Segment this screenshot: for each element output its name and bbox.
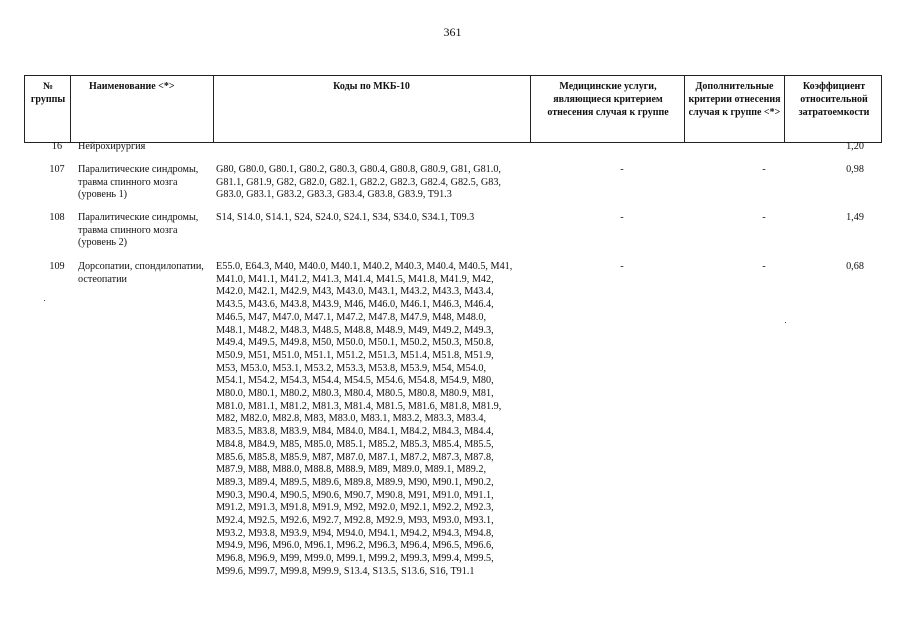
profile-coefficient: 1,20	[846, 141, 864, 152]
scan-speck	[785, 322, 786, 323]
column-divider	[784, 76, 785, 142]
row-services: -	[620, 212, 624, 223]
row-number: 109	[49, 261, 65, 272]
page-number: 361	[443, 25, 462, 39]
header-group-number: № группы	[30, 81, 66, 105]
row-name: Паралитические синдромы, травма спинного мозга (уровень 2)	[78, 212, 199, 249]
header-additional-criteria: Дополнительные критерии отнесения случая к группе <*>	[688, 81, 781, 118]
row-coefficient: 1,49	[846, 212, 864, 223]
row-services: -	[620, 261, 624, 272]
row-name: Дорсопатии, спондилопатии, остеопатии	[78, 261, 204, 285]
row-criteria: -	[762, 212, 766, 223]
header-name: Наименование <*>	[89, 81, 175, 92]
row-number: 108	[49, 212, 65, 223]
row-coefficient: 0,98	[846, 164, 864, 175]
column-divider	[213, 76, 214, 142]
row-icd-codes: E55.0, E64.3, M40, M40.0, M40.1, M40.2, M40.3, M40.4, M40.5, M41, M41.0, M41.1, M41.2, M41.3, M41.4, M41.5, M41.8, M41.9, M42, M42.0, M42.1, M42.9, M43, M43.0, M43.1, M43.2, M43.3, M43.4, M43.5, M43.6, M43.8, M43.9, M46, M46.0, M46.1, M46.3, M46.4, M46.5, M47, M47.0, M47.1, M47.2, M47.8, M47.9, M48, M48.0, M48.1, M48.2, M48.3, M48.5, M48.8, M48.9, M49, M49.2, M49.3, M49.4, M49.5, M49.8, M50, M50.0, M50.1, M50.2, M50.3, M50.8, M50.9, M51, M51.0, M51.1, M51.2, M51.3, M51.4, M51.8, M51.9, M53, M53.0, M53.1, M53.2, M53.3, M53.8, M53.9, M54, M54.0, M54.1, M54.2, M54.3, M54.4, M54.5, M54.6, M54.8, M54.9, M80, M80.0, M80.1, M80.2, M80.3, M80.4, M80.5, M80.8, M80.9, M81, M81.0, M81.1, M81.2, M81.3, M81.4, M81.5, M81.6, M81.8, M81.9, M82, M82.0, M82.8, M83, M83.0, M83.1, M83.2, M83.3, M83.4, M83.5, M83.8, M83.9, M84, M84.0, M84.1, M84.2, M84.3, M84.4, M84.8, M84.9, M85, M85.0, M85.1, M85.2, M85.3, M85.4, M85.5, M85.6, M85.8, M85.9, M87, M87.0, M87.1, M87.2, M87.3, M87.8, M87.9, M88, M88.0, M88.8, M88.9, M89, M89.0, M89.1, M89.2, M89.3, M89.4, M89.5, M89.6, M89.8, M89.9, M90, M90.1, M90.2, M90.3, M90.4, M90.5, M90.6, M90.7, M90.8, M91, M91.0, M91.1, M91.2, M91.3, M91.8, M91.9, M92, M92.0, M92.1, M92.2, M92.3, M92.4, M92.5, M92.6, M92.7, M92.8, M92.9, M93, M93.0, M93.1, M93.2, M93.8, M93.9, M94, M94.0, M94.1, M94.2, M94.3, M94.8, M94.9, M96, M96.0, M96.1, M96.2, M96.3, M96.4, M96.5, M96.6, M96.8, M96.9, M99, M99.0, M99.1, M99.2, M99.3, M99.4, M99.5, M99.6, M99.7, M99.8, M99.9, S13.4, S13.5, S13.6, S16, T91.1	[216, 261, 513, 577]
row-criteria: -	[762, 261, 766, 272]
header-icd-codes: Коды по МКБ-10	[333, 81, 410, 92]
row-icd-codes: G80, G80.0, G80.1, G80.2, G80.3, G80.4, G80.8, G80.9, G81, G81.0, G81.1, G81.9, G82, G82.0, G82.1, G82.2, G82.3, G82.4, G82.5, G83, G83.0, G83.1, G83.2, G83.3, G83.4, G83.8, G83.9, T91.3	[216, 164, 501, 201]
row-coefficient: 0,68	[846, 261, 864, 272]
column-divider	[70, 76, 71, 142]
column-divider	[684, 76, 685, 142]
row-criteria: -	[762, 164, 766, 175]
profile-number: 16	[51, 141, 63, 152]
row-name: Паралитические синдромы, травма спинного мозга (уровень 1)	[78, 164, 199, 201]
row-icd-codes: S14, S14.0, S14.1, S24, S24.0, S24.1, S34, S34.0, S34.1, T09.3	[216, 212, 475, 223]
header-medical-services: Медицинские услуги, являющиеся критерием отнесения случая к группе	[547, 81, 669, 118]
row-number: 107	[49, 164, 65, 175]
row-services: -	[620, 164, 624, 175]
header-coefficient: Коэффициент относительной затратоемкости	[798, 81, 870, 118]
profile-name: Нейрохирургия	[78, 141, 146, 152]
table-header	[24, 75, 882, 143]
scan-speck	[44, 300, 45, 301]
column-divider	[530, 76, 531, 142]
